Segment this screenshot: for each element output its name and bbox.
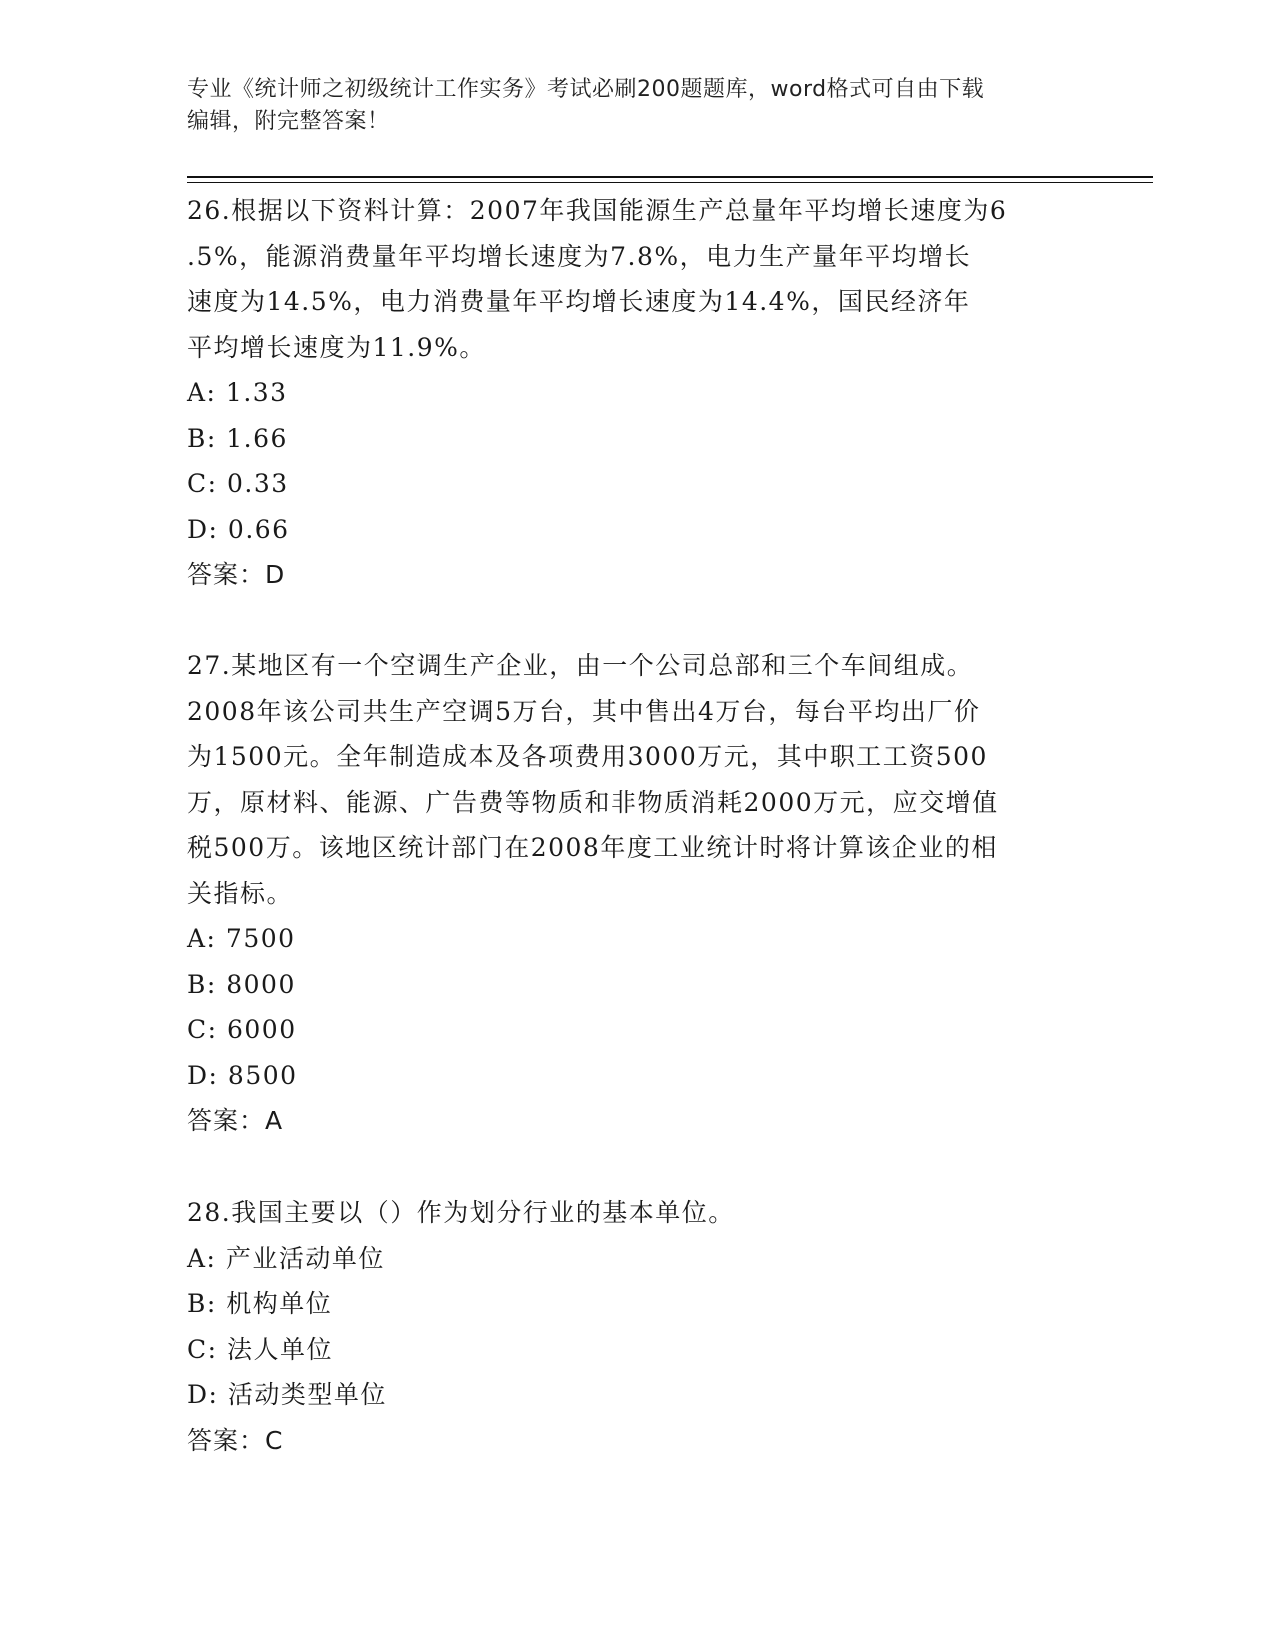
option-b: B: 机构单位 (187, 1289, 333, 1318)
question-stem-line: 税500万。该地区统计部门在2008年度工业统计时将计算该企业的相 (187, 833, 998, 862)
option-b: B: 1.66 (187, 423, 288, 453)
answer-label: 答案：A (187, 1106, 284, 1135)
document-header (187, 74, 1087, 138)
question-stem-line: 27.某地区有一个空调生产企业，由一个公司总部和三个车间组成。 (187, 651, 974, 680)
header-divider-thin (187, 182, 1153, 183)
question-27 (187, 643, 1087, 1144)
option-b: B: 8000 (187, 969, 296, 999)
question-stem-line: 28.我国主要以（）作为划分行业的基本单位。 (187, 1198, 735, 1227)
header-divider-thick (187, 176, 1153, 178)
header-line-1: 专业《统计师之初级统计工作实务》考试必刷200题题库，word格式可自由下载 (187, 77, 985, 102)
question-stem-line: 关指标。 (187, 878, 294, 908)
answer-label: 答案：C (187, 1425, 284, 1455)
question-stem-line: 为1500元。全年制造成本及各项费用3000万元，其中职工工资500 (187, 742, 988, 771)
question-26 (187, 188, 1087, 598)
option-d: D: 0.66 (187, 514, 290, 544)
option-d: D: 活动类型单位 (187, 1380, 387, 1409)
option-a: A: 7500 (187, 924, 296, 953)
option-c: C: 6000 (187, 1015, 297, 1044)
question-stem-line: 速度为14.5%，电力消费量年平均增长速度为14.4%，国民经济年 (187, 287, 971, 316)
option-c: C: 0.33 (187, 469, 289, 498)
question-stem-line: 2008年该公司共生产空调5万台，其中售出4万台，每台平均出厂价 (187, 696, 981, 726)
question-stem-line: 26.根据以下资料计算：2007年我国能源生产总量年平均增长速度为6 (187, 196, 1008, 225)
question-28 (187, 1190, 1087, 1463)
answer-label: 答案：D (187, 560, 286, 589)
option-c: C: 法人单位 (187, 1334, 333, 1364)
question-stem-line: .5%，能源消费量年平均增长速度为7.8%，电力生产量年平均增长 (187, 241, 972, 271)
option-d: D: 8500 (187, 1060, 298, 1090)
question-stem-line: 万，原材料、能源、广告费等物质和非物质消耗2000万元，应交增值 (187, 787, 999, 817)
question-stem-line: 平均增长速度为11.9%。 (187, 332, 486, 362)
header-line-2: 编辑，附完整答案！ (187, 109, 390, 134)
option-a: A: 1.33 (187, 378, 288, 407)
option-a: A: 产业活动单位 (187, 1243, 385, 1273)
